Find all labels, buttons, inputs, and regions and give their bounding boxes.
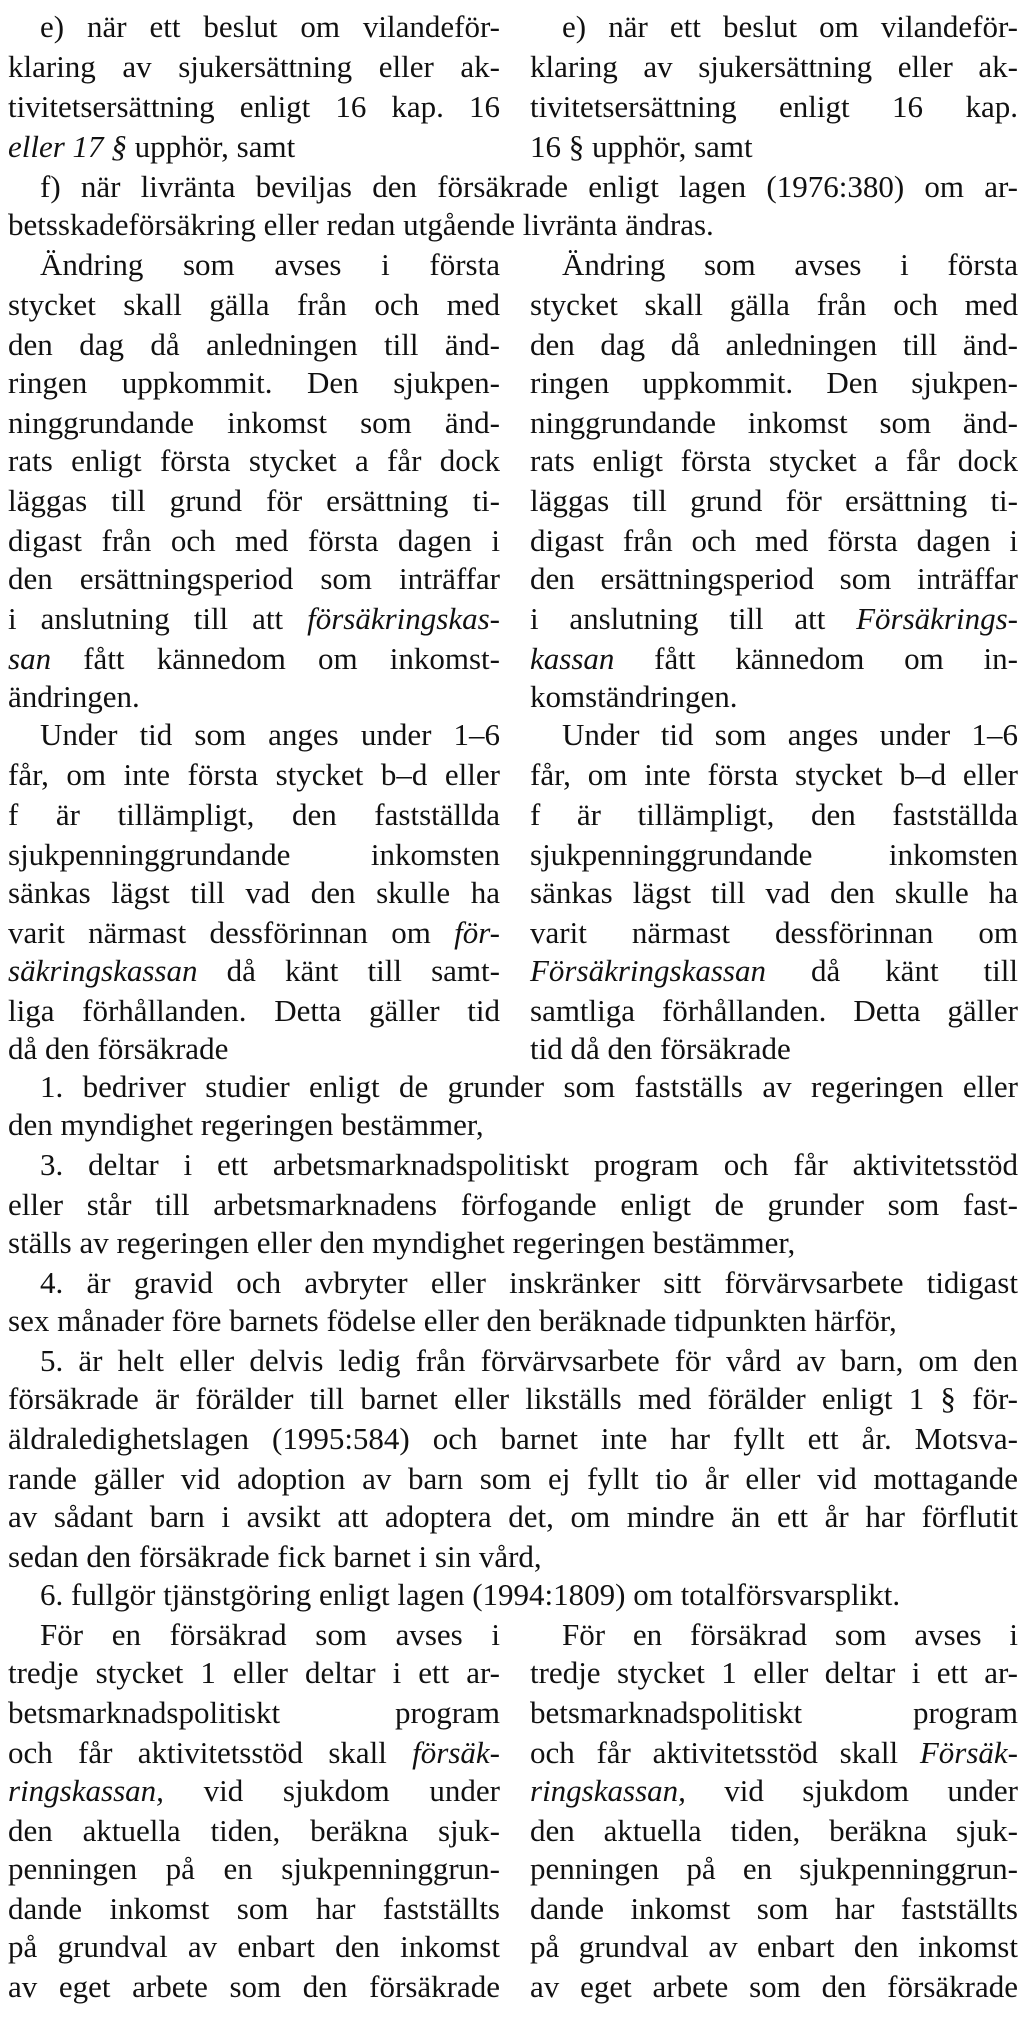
text-line [8,364,500,403]
text-run: då den försäkrade [8,1031,229,1066]
italic-text: försäk- [412,1735,500,1770]
text-line [8,128,500,167]
text-run: Under tid som anges under 1–6 [40,717,500,752]
text-run: ringen uppkommit. Den sjukpen- [530,365,1018,400]
text-run: läggas till grund för ersättning ti- [8,483,500,518]
text-run: 4. är gravid och avbryter eller inskränker sitt förvärvsarbete tidigast [40,1265,1018,1300]
text-line [40,8,500,47]
text-line [8,836,500,875]
italic-text: ringskassan, [530,1773,686,1808]
text-line [530,1850,1018,1889]
text-line [8,1968,500,2007]
text-line [8,1420,1018,1459]
text-line [8,1734,500,1773]
text-run: dande inkomst som har fastställts [8,1891,500,1926]
italic-text: Försäk- [919,1735,1018,1770]
text-line [562,716,1018,755]
text-line [40,1616,500,1655]
text-run: då känt till samt- [197,953,500,988]
text-run: e) när ett beslut om vilandeför- [562,9,1018,44]
text-run: Under tid som anges under 1–6 [562,717,1018,752]
text-line [530,1654,1018,1693]
text-line [8,1460,1018,1499]
text-line [530,1734,1018,1773]
text-line [530,796,1018,835]
text-line [8,678,500,717]
text-run: tivitetsersättning enligt 16 kap. [530,89,1018,124]
text-run: liga förhållanden. Detta gäller tid [8,993,500,1028]
text-line [530,522,1018,561]
text-run: betsskadeförsäkring eller redan utgående livränta ändras. [8,207,714,242]
text-run: tredje stycket 1 eller deltar i ett ar- [530,1655,1018,1690]
text-line [530,404,1018,443]
text-line [8,1694,500,1733]
text-run: får, om inte första stycket b–d eller [530,757,1018,792]
text-run: ninggrundande inkomst som änd- [8,405,500,440]
italic-text: san [8,641,52,676]
text-line [530,442,1018,481]
text-run: i anslutning till att [530,601,857,636]
text-line [530,600,1018,639]
italic-text: försäkringskas- [307,601,500,636]
text-line [40,168,1018,207]
text-line [530,88,1018,127]
text-run: stycket skall gälla från och med [8,287,500,322]
text-run: ninggrundande inkomst som änd- [530,405,1018,440]
text-line [8,404,500,443]
italic-text: ringskassan, [8,1773,164,1808]
text-run: tid då den försäkrade [530,1031,791,1066]
italic-text: Försäkrings- [856,601,1018,636]
text-line [8,1380,1018,1419]
text-line [40,1068,1018,1107]
text-run: samtliga förhållanden. Detta gäller [530,993,1018,1028]
text-run: sjukpenninggrundande inkomsten [8,837,500,872]
text-run: den dag då anledningen till änd- [8,327,500,362]
text-run: betsmarknadspolitiskt program [8,1695,500,1730]
text-run: komständringen. [530,679,738,714]
text-run: För en försäkrad som avses i [40,1617,500,1652]
text-line [530,678,1018,717]
text-line [40,716,500,755]
italic-text: eller 17 § [8,129,127,164]
text-run: dande inkomst som har fastställts [530,1891,1018,1926]
text-line [562,1616,1018,1655]
text-line [8,600,500,639]
text-line [8,874,500,913]
text-run: försäkrade är förälder till barnet eller likställs med förälder enligt 1 § för- [8,1381,1018,1416]
text-run: stycket skall gälla från och med [530,287,1018,322]
text-run: eller står till arbetsmarknadens förfogande enligt de grunder som fast- [8,1187,1018,1222]
text-line [530,1694,1018,1733]
text-line [530,286,1018,325]
text-run: vid sjukdom under [163,1773,500,1808]
text-run: sex månader före barnets födelse eller den beräknade tidpunkten härför, [8,1303,897,1338]
text-run: penningen på en sjukpenninggrun- [8,1851,500,1886]
text-line [8,914,500,953]
text-line [8,442,500,481]
text-line [562,8,1018,47]
text-line [40,1342,1018,1381]
text-run: då känt till [765,953,1018,988]
text-line [8,992,500,1031]
text-run: penningen på en sjukpenninggrun- [530,1851,1018,1886]
text-run: 16 § upphör, samt [530,129,753,164]
text-run: ringen uppkommit. Den sjukpen- [8,365,500,400]
text-line [8,1224,1018,1263]
text-line [530,640,1018,679]
text-run: sänkas lägst till vad den skulle ha [530,875,1018,910]
text-run: digast från och med första dagen i [530,523,1018,558]
text-line [40,1264,1018,1303]
text-run: på grundval av enbart den inkomst [8,1929,500,1964]
text-line [40,1146,1018,1185]
text-line [8,1812,500,1851]
text-line [530,1928,1018,1967]
text-run: rande gäller vid adoption av barn som ej fyllt tio år eller vid mottagande [8,1461,1018,1496]
text-line [530,874,1018,913]
text-run: den dag då anledningen till änd- [530,327,1018,362]
text-run: Ändring som avses i första [562,247,1018,282]
text-run: vid sjukdom under [685,1773,1018,1808]
text-run: och får aktivitetsstöd skall [8,1735,413,1770]
italic-text: säkringskassan [8,953,198,988]
text-line [8,206,1018,245]
text-line [530,1890,1018,1929]
text-run: upphör, samt [126,129,296,164]
text-line [530,1772,1018,1811]
text-run: av sådant barn i avsikt att adoptera det, om mindre än ett år har förflutit [8,1499,1018,1534]
text-run: klaring av sjukersättning eller ak- [530,49,1018,84]
text-run: e) när ett beslut om vilandeför- [40,9,500,44]
text-run: 3. deltar i ett arbetsmarknadspolitiskt program och får aktivitetsstöd [40,1147,1018,1182]
text-run: äldraledighetslagen (1995:584) och barnet inte har fyllt ett år. Motsva- [8,1421,1018,1456]
text-line [8,1302,1018,1341]
text-line [8,1928,500,1967]
text-line [8,1890,500,1929]
text-line [40,1576,1018,1615]
text-run: 6. fullgör tjänstgöring enligt lagen (1994:1809) om totalförsvarsplikt. [40,1577,901,1612]
text-run: rats enligt första stycket a får dock [8,443,500,478]
text-line [530,756,1018,795]
text-run: varit närmast dessförinnan om [8,915,455,950]
text-run: tivitetsersättning enligt 16 kap. 16 [8,89,500,124]
text-line [8,1654,500,1693]
text-line [8,640,500,679]
text-run: den aktuella tiden, beräkna sjuk- [530,1813,1018,1848]
text-run: varit närmast dessförinnan om [530,915,1018,950]
text-line [8,326,500,365]
text-line [8,1186,1018,1225]
text-run: f är tillämpligt, den fastställda [530,797,1018,832]
italic-text: Försäkringskassan [530,953,766,988]
text-run: läggas till grund för ersättning ti- [530,483,1018,518]
text-run: fått kännedom om in- [614,641,1018,676]
text-line [8,1030,500,1069]
text-run: 5. är helt eller delvis ledig från förvärvsarbete för vård av barn, om den [40,1343,1018,1378]
text-line [530,952,1018,991]
text-run: sänkas lägst till vad den skulle ha [8,875,500,910]
text-line [530,482,1018,521]
text-line [530,326,1018,365]
text-line [8,756,500,795]
text-run: digast från och med första dagen i [8,523,500,558]
text-run: klaring av sjukersättning eller ak- [8,49,500,84]
text-run: får, om inte första stycket b–d eller [8,757,500,792]
text-run: ställs av regeringen eller den myndighet regeringen bestämmer, [8,1225,796,1260]
text-run: den ersättningsperiod som inträffar [8,561,500,596]
text-run: och får aktivitetsstöd skall [530,1735,920,1770]
text-run: sjukpenninggrundande inkomsten [530,837,1018,872]
text-run: f) när livränta beviljas den försäkrade enligt lagen (1976:380) om ar- [40,169,1018,204]
text-line [530,364,1018,403]
italic-text: för- [454,915,500,950]
text-line [530,1030,1018,1069]
text-run: f är tillämpligt, den fastställda [8,797,500,832]
text-line [8,1850,500,1889]
text-run: Ändring som avses i första [40,247,500,282]
text-line [8,560,500,599]
text-line [8,88,500,127]
text-run: ändringen. [8,679,140,714]
text-run: tredje stycket 1 eller deltar i ett ar- [8,1655,500,1690]
text-run: För en försäkrad som avses i [562,1617,1018,1652]
text-run: den ersättningsperiod som inträffar [530,561,1018,596]
text-run: sedan den försäkrade fick barnet i sin vård, [8,1539,542,1574]
text-run: betsmarknadspolitiskt program [530,1695,1018,1730]
italic-text: kassan [530,641,615,676]
text-line [8,522,500,561]
text-line [562,246,1018,285]
text-line [8,796,500,835]
text-run: i anslutning till att [8,601,308,636]
text-line [8,1772,500,1811]
text-line [530,992,1018,1031]
text-run: av eget arbete som den försäkrade [8,1969,500,2004]
text-run: 1. bedriver studier enligt de grunder som fastställs av regeringen eller [40,1069,1018,1104]
text-run: den aktuella tiden, beräkna sjuk- [8,1813,500,1848]
text-line [530,1812,1018,1851]
text-line [530,560,1018,599]
text-line [8,48,500,87]
text-run: av eget arbete som den försäkrade [530,1969,1018,2004]
text-line [530,914,1018,953]
text-line [530,48,1018,87]
text-run: på grundval av enbart den inkomst [530,1929,1018,1964]
text-line [8,482,500,521]
text-run: fått kännedom om inkomst- [51,641,500,676]
text-line [8,1106,1018,1145]
text-line [530,1968,1018,2007]
text-line [8,1538,1018,1577]
text-run: den myndighet regeringen bestämmer, [8,1107,484,1142]
text-line [8,952,500,991]
text-run: rats enligt första stycket a får dock [530,443,1018,478]
text-line [40,246,500,285]
text-line [8,286,500,325]
text-line [530,836,1018,875]
text-line [530,128,1018,167]
text-line [8,1498,1018,1537]
